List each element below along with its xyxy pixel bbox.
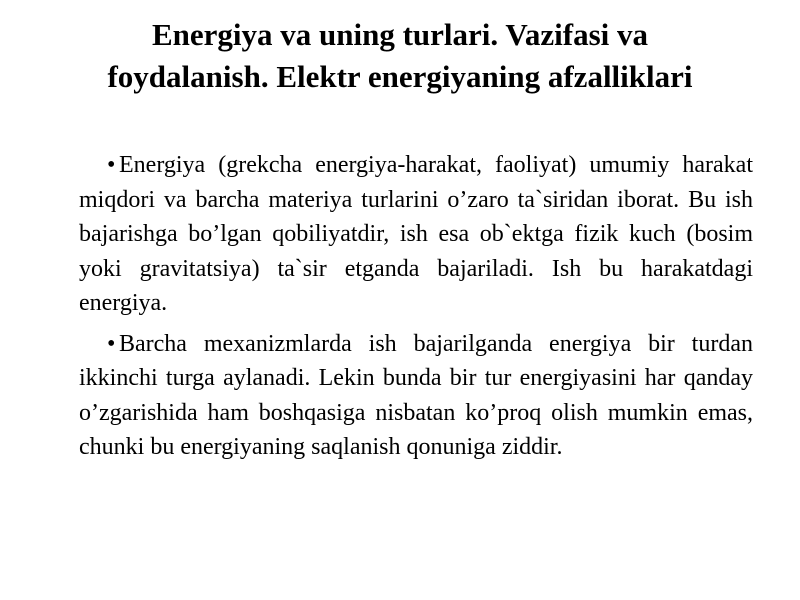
bullet-icon: • xyxy=(107,152,116,178)
slide-body xyxy=(79,148,753,471)
paragraph-1-text: Energiya (grekcha energiya-harakat, faoliyat) umumiy harakat miqdori va barcha materiya turlarini o’zaro ta`siridan iborat. Bu ish bajarishga bo’lgan qobiliyatdir, ish esa ob`ektga fizik kuch (bosim yoki gravitatsiya) ta`sir etganda bajariladi. Ish bu harakatdagi energiya. xyxy=(79,152,753,316)
paragraph-2-text: Barcha mexanizmlarda ish bajarilganda energiya bir turdan ikkinchi turga aylanadi. Lekin bunda bir tur energiyasini har qanday o’zgarishida ham boshqasiga nisbatan ko’proq olish mumkin emas, chunki bu energiyaning saqlanish qonuniga ziddir. xyxy=(79,330,753,460)
bullet-icon: • xyxy=(107,330,116,357)
bullet-paragraph-2 xyxy=(79,327,753,465)
bullet-paragraph-1 xyxy=(79,148,753,321)
slide-title-line-1: Energiya va uning turlari. Vazifasi va xyxy=(151,17,649,52)
slide-title-line-2: foydalanish. Elektr energiyaning afzalliklari xyxy=(107,59,693,94)
slide-title xyxy=(40,14,760,98)
